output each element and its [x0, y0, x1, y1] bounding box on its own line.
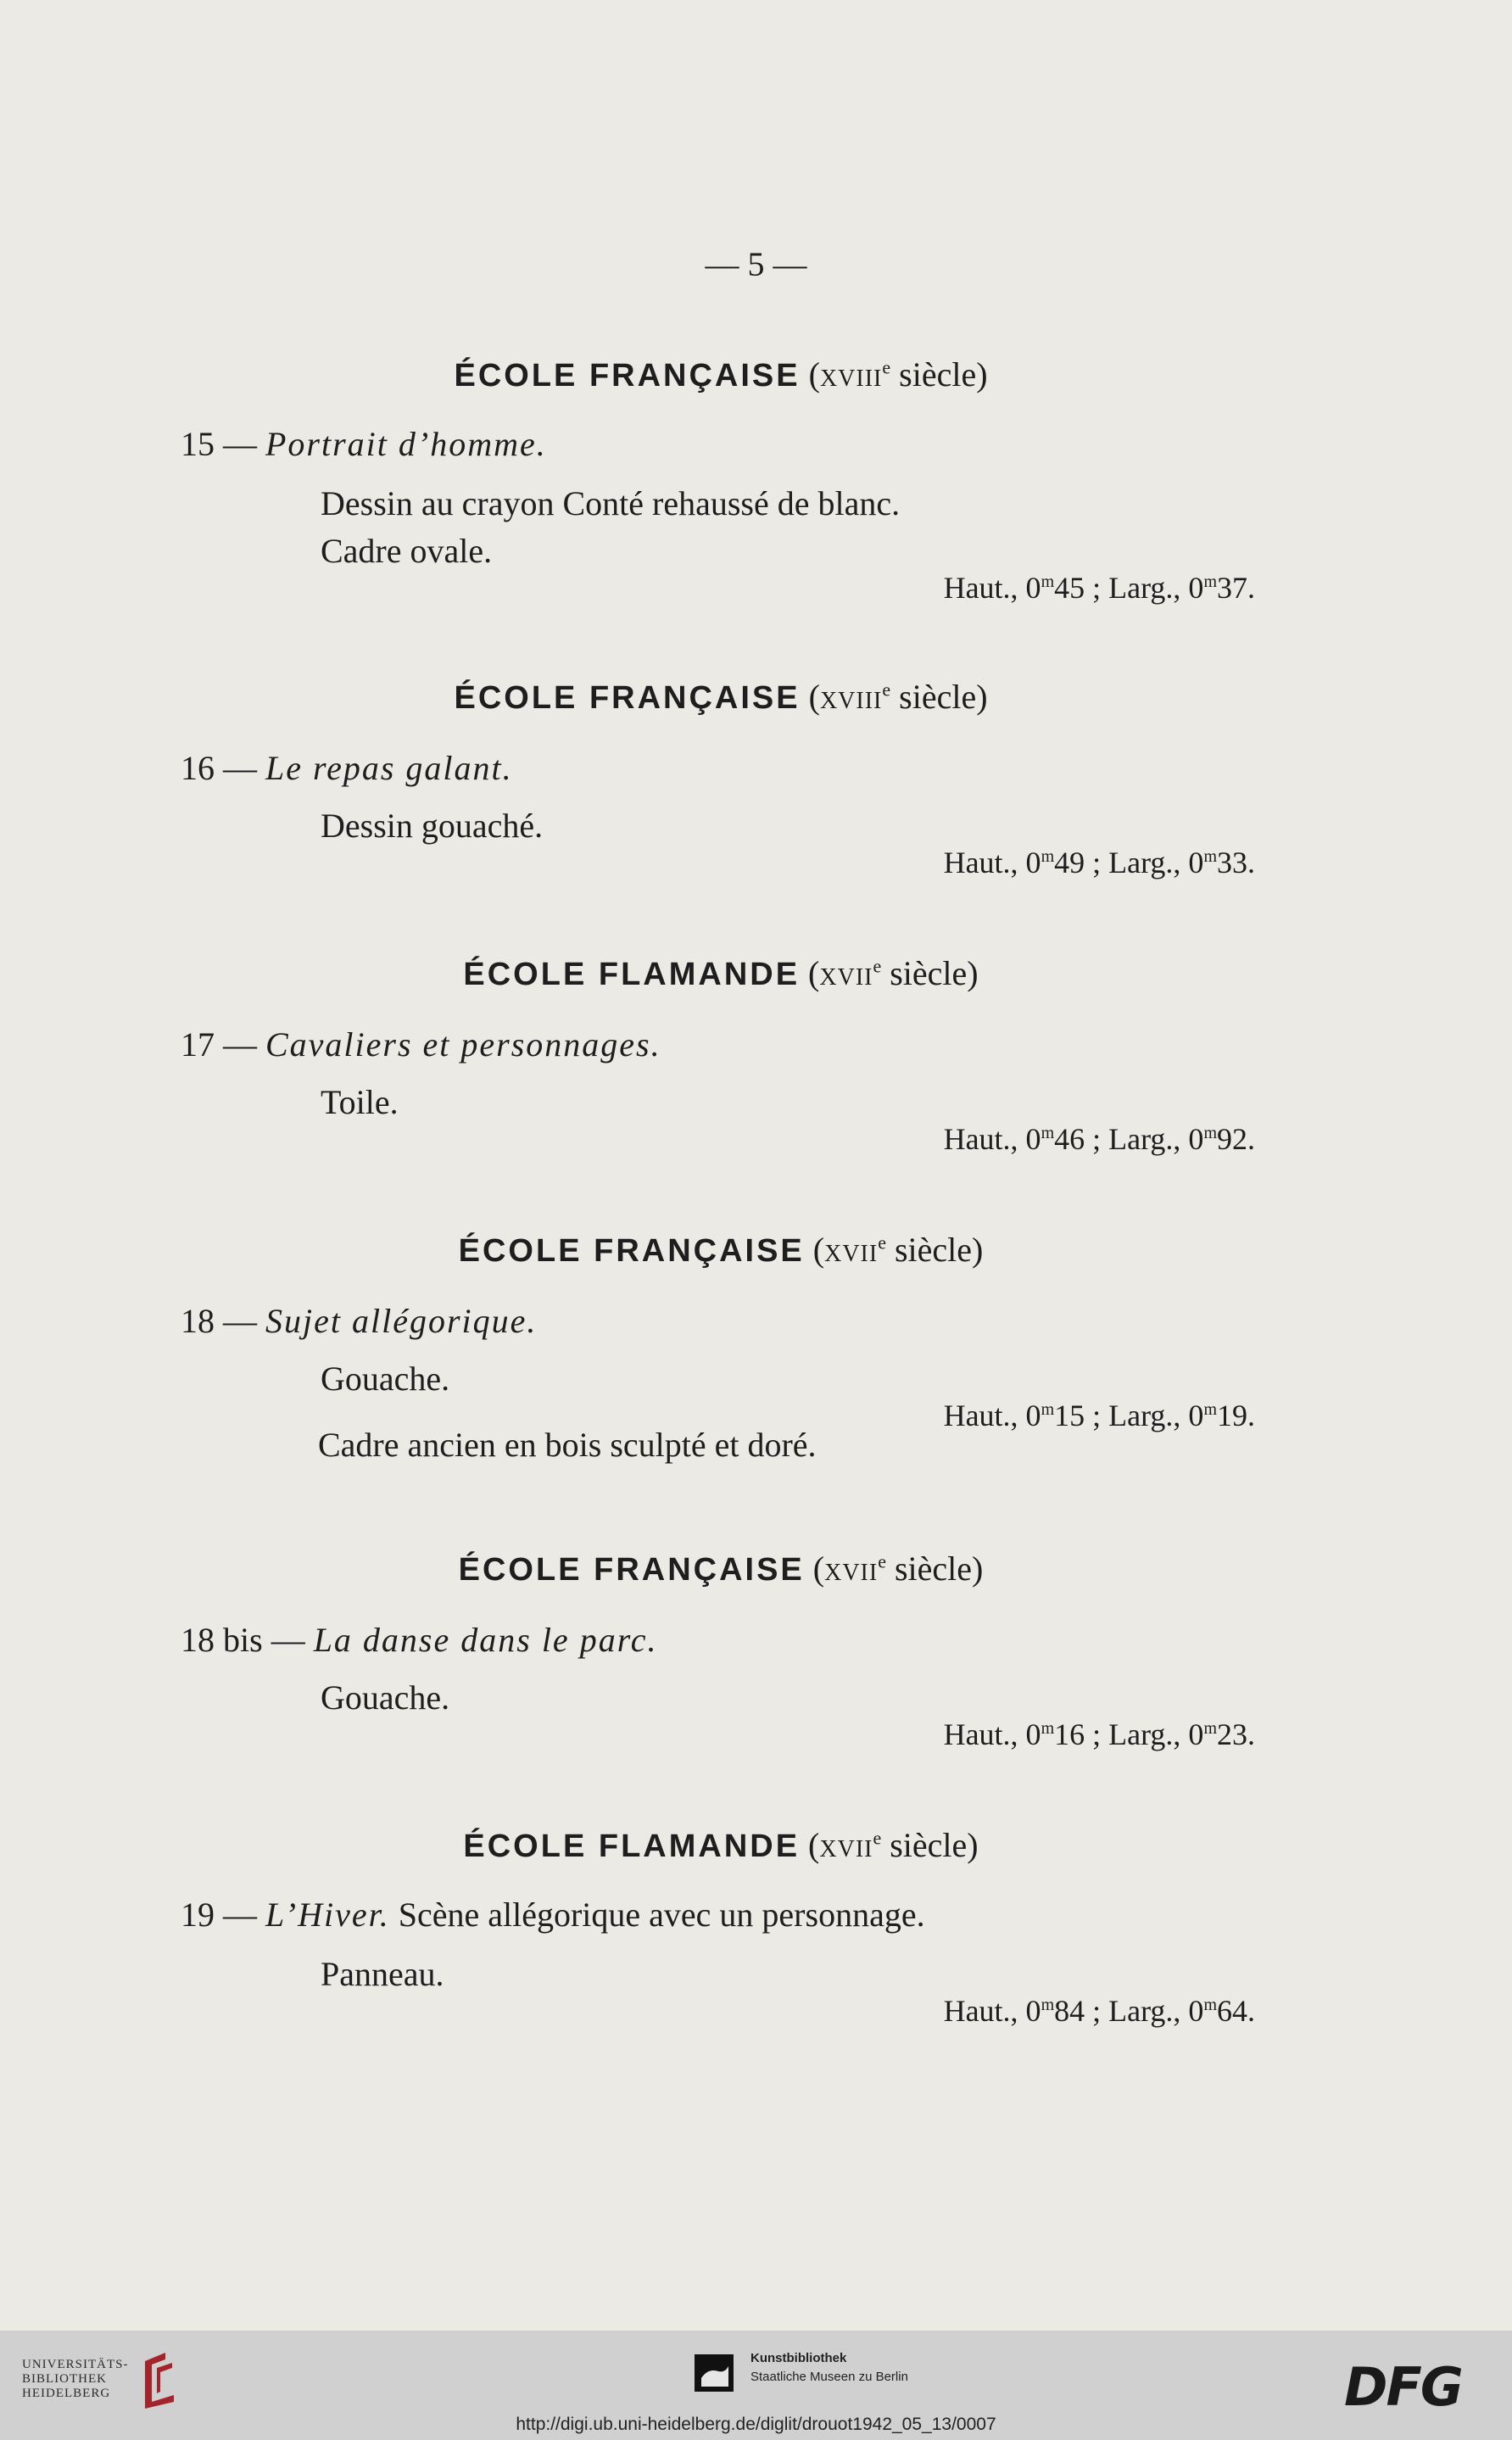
university-library-logo[interactable]: UNIVERSITÄTS- BIBLIOTHEK HEIDELBERG: [22, 2358, 129, 2400]
dimensions: Haut., 0$^m$84 ; Larg., 0$^m$64.: [943, 1994, 1255, 2028]
century-numeral: xvii: [819, 954, 873, 992]
entry-line: 16 — Le repas galant.: [181, 749, 513, 787]
description-line: Dessin gouaché.: [321, 807, 544, 845]
artwork-title: Cavaliers et personnages.: [265, 1025, 661, 1064]
description-line: Gouache.: [321, 1678, 450, 1717]
kunstbibliothek-label[interactable]: Kunstbibliothek Staatliche Museen zu Berlin: [750, 2351, 908, 2384]
century-superscript: e: [882, 678, 891, 701]
school-heading: ÉCOLE FLAMANDE (xvii$^e$ siècle): [463, 954, 979, 992]
century-word: siècle): [890, 954, 979, 992]
dimensions: Haut., 0$^m$16 ; Larg., 0$^m$23.: [943, 1717, 1255, 1751]
lot-number: 18 bis: [181, 1621, 263, 1659]
university-seal-icon: [140, 2349, 177, 2410]
artwork-title: La danse dans le parc.: [313, 1621, 658, 1659]
century-superscript: e: [878, 1550, 886, 1572]
artwork-subtitle: Scène allégorique avec un personnage.: [398, 1896, 925, 1934]
century-numeral: xviii: [819, 678, 883, 716]
century-numeral: xvii: [824, 1231, 879, 1269]
school-name: ÉCOLE FLAMANDE: [463, 1829, 801, 1864]
description-line: Gouache.: [321, 1360, 450, 1398]
entry-line: 18 — Sujet allégorique.: [181, 1302, 538, 1340]
description-line: Toile.: [321, 1083, 399, 1121]
century-word: siècle): [899, 355, 988, 394]
lot-number: 17: [181, 1025, 215, 1064]
century-word: siècle): [890, 1826, 979, 1864]
school-name: ÉCOLE FRANÇAISE: [454, 680, 801, 716]
entry-line: 15 — Portrait d’homme.: [181, 425, 547, 463]
century-superscript: e: [882, 356, 891, 378]
century-numeral: xviii: [819, 355, 883, 394]
school-heading: ÉCOLE FRANÇAISE (xvii$^e$ siècle): [458, 1231, 984, 1269]
description-line: Dessin au crayon Conté rehaussé de blanc.: [321, 484, 901, 522]
school-heading: ÉCOLE FLAMANDE (xvii$^e$ siècle): [463, 1826, 979, 1864]
artwork-title: L’Hiver.: [265, 1896, 390, 1934]
artwork-title: Le repas galant.: [265, 749, 513, 787]
school-name: ÉCOLE FRANÇAISE: [458, 1552, 805, 1588]
lot-number: 19: [181, 1896, 215, 1934]
dimensions: Haut., 0$^m$49 ; Larg., 0$^m$33.: [943, 846, 1255, 879]
entry-line: 17 — Cavaliers et personnages.: [181, 1025, 661, 1064]
dimensions: Haut., 0$^m$45 ; Larg., 0$^m$37.: [943, 571, 1255, 605]
digitization-footer: [0, 2331, 1512, 2440]
artwork-title: Portrait d’homme.: [265, 425, 547, 463]
permalink-url[interactable]: http://digi.ub.uni-heidelberg.de/diglit/drouot1942_05_13/0007: [516, 2415, 996, 2434]
century-numeral: xvii: [824, 1549, 879, 1588]
page-number: — 5 —: [705, 245, 807, 283]
entry-line: 18 bis — La danse dans le parc.: [181, 1621, 658, 1659]
school-heading: ÉCOLE FRANÇAISE (xviii$^e$ siècle): [454, 355, 988, 394]
dimensions: Haut., 0$^m$46 ; Larg., 0$^m$92.: [943, 1122, 1255, 1156]
school-heading: ÉCOLE FRANÇAISE (xvii$^e$ siècle): [458, 1549, 984, 1588]
lot-number: 15: [181, 425, 215, 463]
description-line: Cadre ancien en bois sculpté et doré.: [318, 1426, 817, 1464]
school-name: ÉCOLE FRANÇAISE: [454, 358, 801, 394]
school-name: ÉCOLE FRANÇAISE: [458, 1233, 805, 1269]
school-heading: ÉCOLE FRANÇAISE (xviii$^e$ siècle): [454, 678, 988, 716]
kunstbibliothek-logo-icon: [693, 2353, 735, 2393]
entry-line: 19 — L’Hiver. Scène allégorique avec un personnage.: [181, 1896, 925, 1934]
century-superscript: e: [873, 1827, 882, 1849]
century-superscript: e: [873, 955, 882, 977]
century-numeral: xvii: [819, 1826, 873, 1864]
lot-number: 16: [181, 749, 215, 787]
artwork-title: Sujet allégorique.: [265, 1302, 538, 1340]
dimensions: Haut., 0$^m$15 ; Larg., 0$^m$19.: [943, 1399, 1255, 1432]
century-word: siècle): [899, 678, 988, 716]
description-line: Panneau.: [321, 1955, 444, 1993]
description-line: Cadre ovale.: [321, 532, 493, 570]
lot-number: 18: [181, 1302, 215, 1340]
dfg-logo[interactable]: DFG: [1344, 2356, 1462, 2418]
century-word: siècle): [894, 1549, 984, 1588]
century-word: siècle): [894, 1231, 984, 1269]
school-name: ÉCOLE FLAMANDE: [463, 957, 801, 992]
century-superscript: e: [878, 1231, 886, 1254]
